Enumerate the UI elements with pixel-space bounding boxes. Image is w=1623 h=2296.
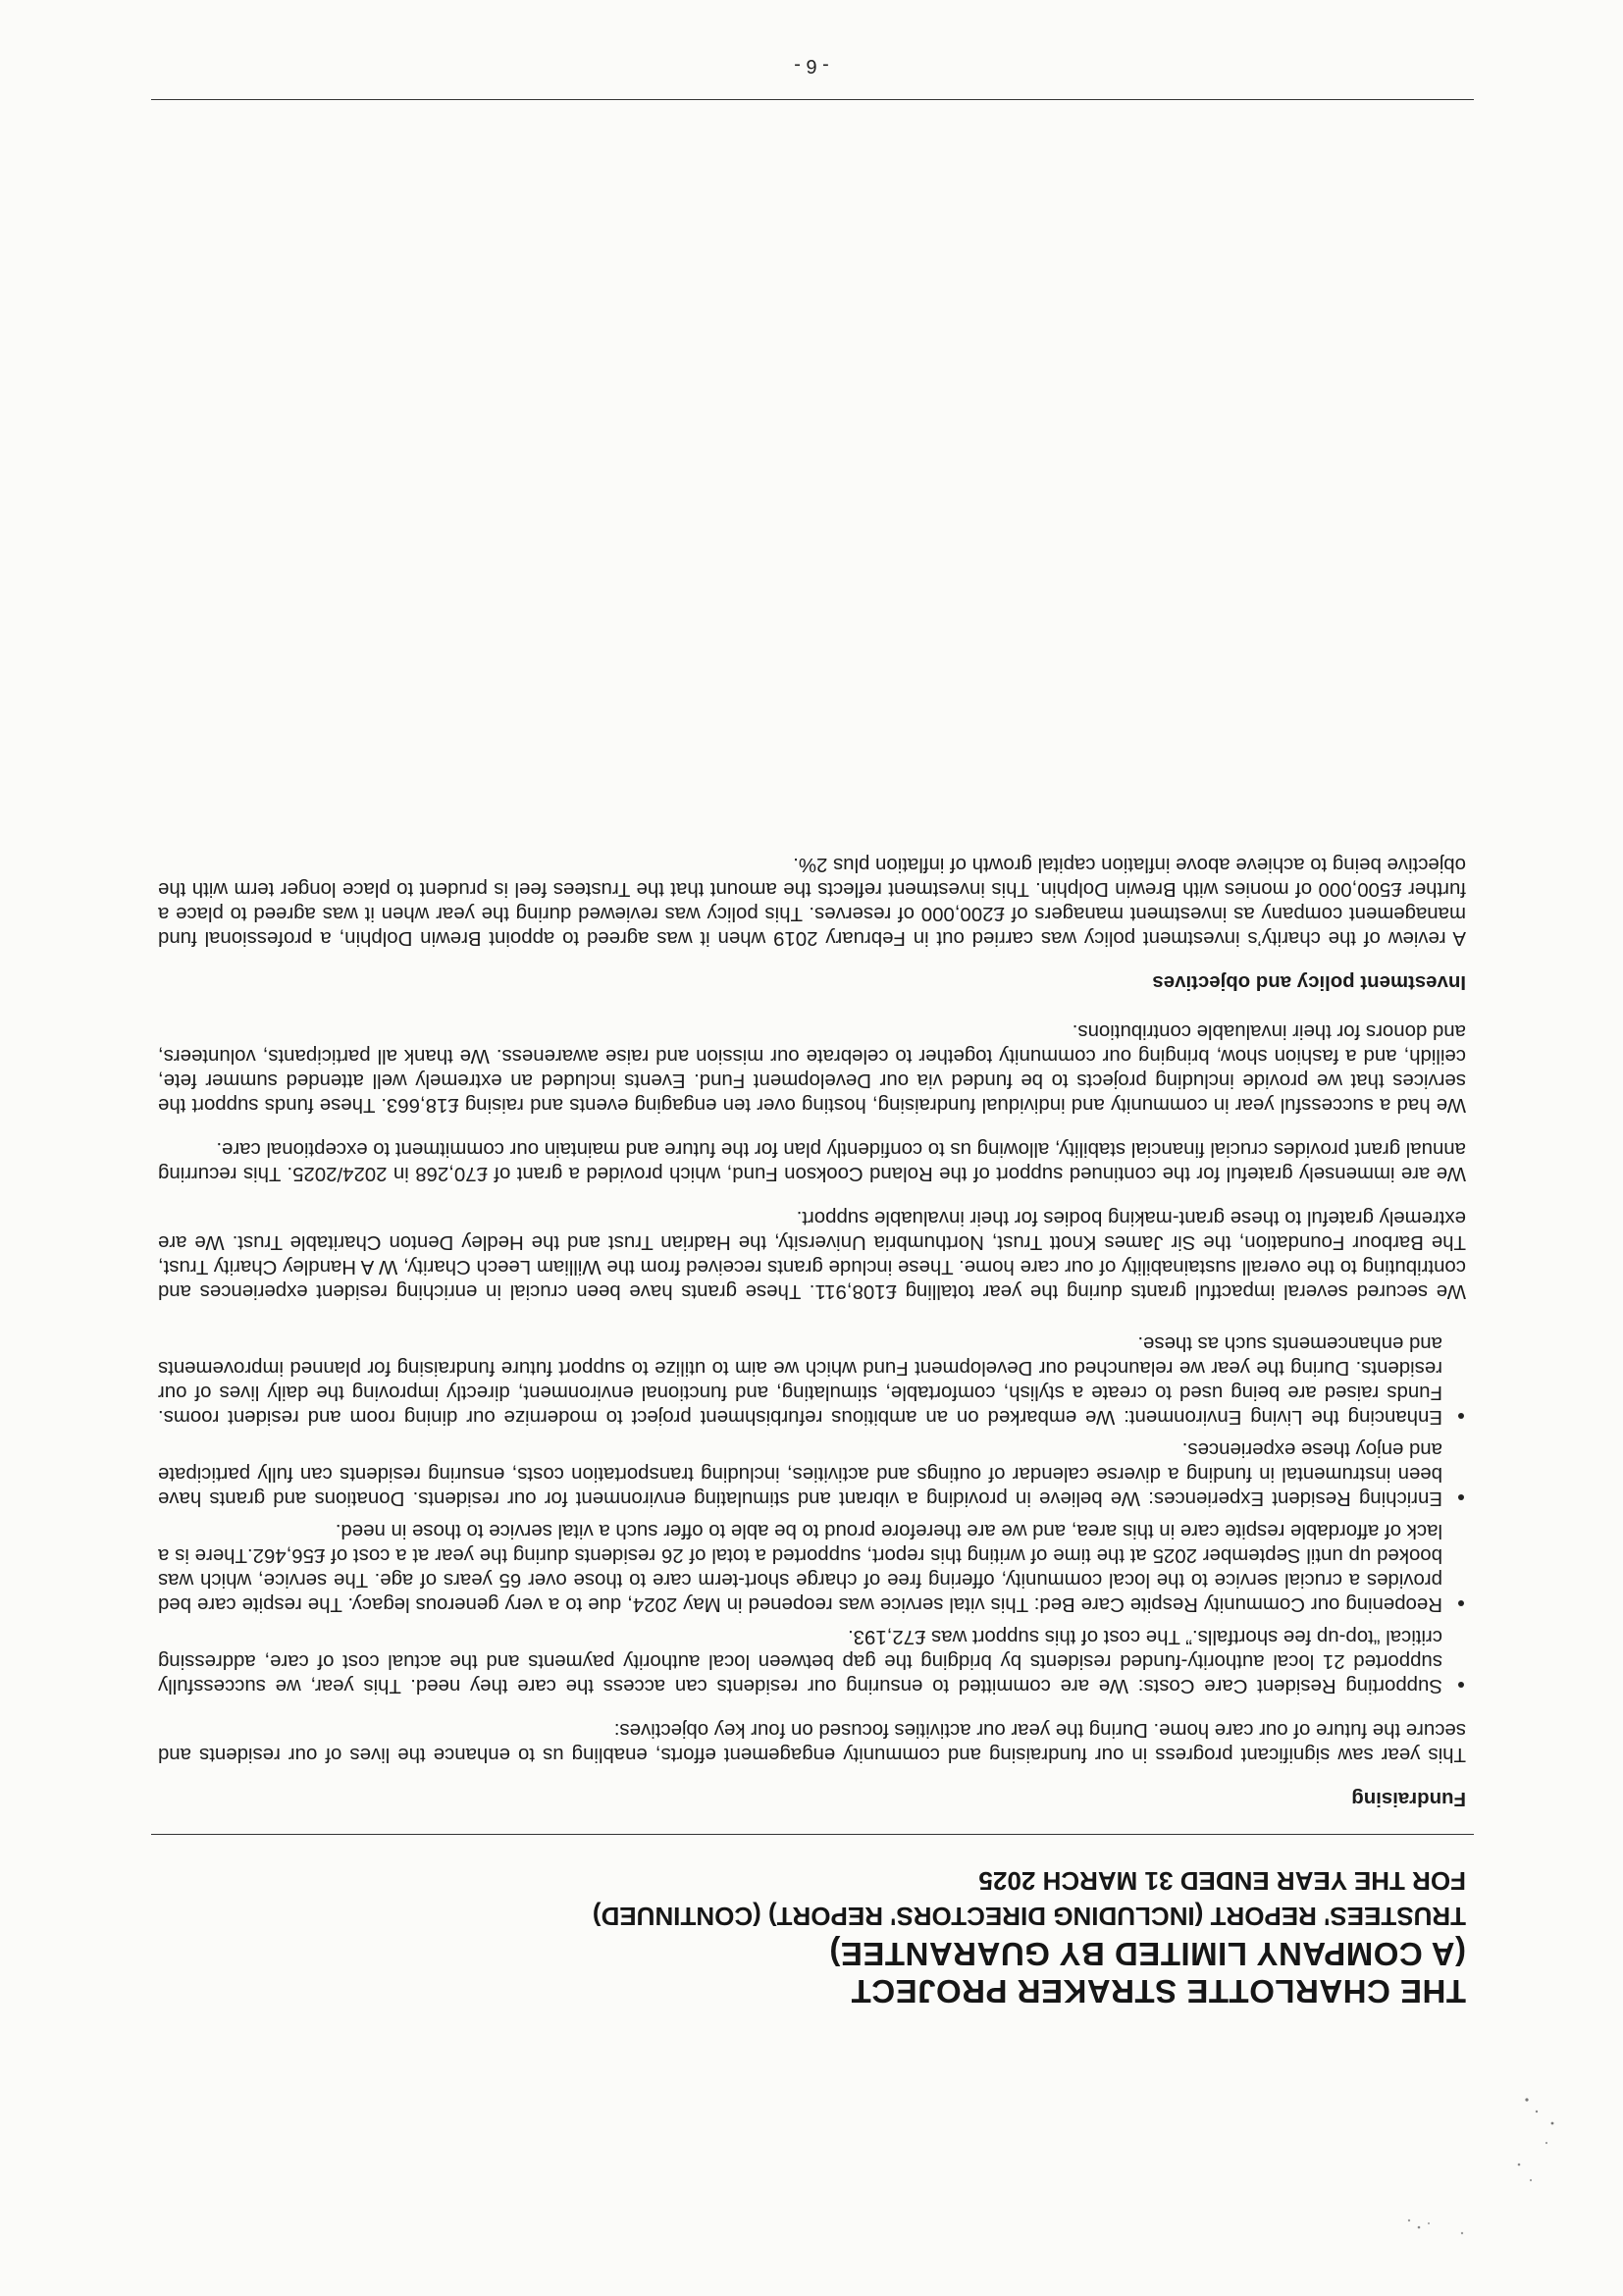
objective-text: Enhancing the Living Environment: We embarked on an ambitious refurbishment project to modernize our dining room and resident rooms. Funds raised are being used to create a stylish, comfortable, stimulating, and functional environment, directly improving the daily lives of our residents. During the year we relaunched our Development Fund which we aim to utilize to support future fundraising for planned improvements and enhancements such as these.: [158, 1332, 1442, 1428]
report-period: FOR THE YEAR ENDED 31 MARCH 2025: [978, 1866, 1466, 1896]
page-number: - 6 -: [794, 55, 829, 77]
fundraising-heading: Fundraising: [1351, 1788, 1466, 1809]
speck: [1545, 2142, 1547, 2144]
speck: [1428, 2222, 1430, 2224]
investment-paragraph: A review of the charity’s investment policy was carried out in February 2019 when it was agreed to appoint Brewin Dolphin, a professional fund management company as investment managers of £200,000 of reserves. This policy was reviewed during the year when it was agreed to place a further £500,000 of monies with Brewin Dolphin. This investment reflects the amount that the Trustees feel is prudent to place longer term with the objective being to achieve above inflation capital growth of inflation plus 2%.: [158, 854, 1466, 949]
speck: [1518, 2164, 1521, 2166]
speck: [1418, 2226, 1421, 2229]
grants-paragraph: We secured several impactful grants during the year totalling £108,911. These grants have been crucial in enriching resident experiences and contributing to the overall sustainability of our care home. These include grants received from the William Leech Charity, W A Handley Charity Trust, The Barbour Foundation, the Sir James Knott Trust, Northumbria University, the Hadrian Trust and the Hedley Denton Charitable Trust. We are extremely grateful to these grant-making bodies for their invaluable support.: [158, 1207, 1466, 1302]
objective-text: Supporting Resident Care Costs: We are committed to ensuring our residents can access the care they need. This year, we successfully supported 21 local authority-funded residents by bridging the gap between local authority payments and the actual cost of care, addressing critical “top-up fee shortfalls.” The cost of this support was £72,193.: [158, 1626, 1442, 1696]
report-name: TRUSTEES' REPORT (INCLUDING DIRECTORS' REPORT) (CONTINUED): [592, 1902, 1466, 1931]
investment-heading: Investment policy and objectives: [1152, 971, 1466, 993]
company-name: THE CHARLOTTE STRAKER PROJECT: [851, 1973, 1466, 2009]
speck: [1530, 2179, 1532, 2181]
community-fundraising-paragraph: We had a successful year in community and individual fundraising, hosting over ten engaging events and raising £18,663. These funds support the services that we provide including projects to be funded via our Development Fund. Events included an extremely well attended summer fete, ceilidh, and a fashion show, bringing our community together to celebrate our mission and raise awareness. We thank all participants, volunteers, and donors for their invaluable contributions.: [158, 1020, 1466, 1116]
objective-text: Enriching Resident Experiences: We believe in providing a vibrant and stimulating environment for our residents. Donations and grants have been instrumental in funding a diverse calendar of outings and activities, including transportation costs, ensuring residents can fully participate and enjoy these experiences.: [158, 1438, 1442, 1509]
speck: [1536, 2111, 1538, 2113]
speck: [1408, 2219, 1410, 2221]
company-type: (A COMPANY LIMITED BY GUARANTEE): [828, 1936, 1466, 1972]
cookson-fund-paragraph: We are immensely grateful for the continued support of the Roland Cookson Fund, which provided a grant of £70,268 in 2024/2025. This recurring annual grant provides crucial financial stability, allowing us to confidently plan for the future and maintain our commitment to exceptional care.: [158, 1138, 1466, 1184]
speck: [1551, 2122, 1554, 2125]
speck: [1461, 2232, 1463, 2234]
fundraising-intro: This year saw significant progress in our fundraising and community engagement efforts, enabling us to enhance the lives of our residents and secure the future of our care home. During the year our activities focused on four key objectives:: [158, 1719, 1466, 1765]
speck: [1525, 2098, 1528, 2101]
objective-text: Reopening our Community Respite Care Bed: This vital service was reopened in May 2024, due to a very generous legacy. The respite care bed provides a crucial service to the local community, offering free of charge short-term care to those over 65 years of age. The service, which was booked up until September 2025 at the time of writing this report, supported a total of 26 residents during the year at a cost of £56,462.There is a lack of affordable respite care in this area, and we are therefore proud to be able to offer such a vital service to those in need.: [158, 1520, 1442, 1615]
